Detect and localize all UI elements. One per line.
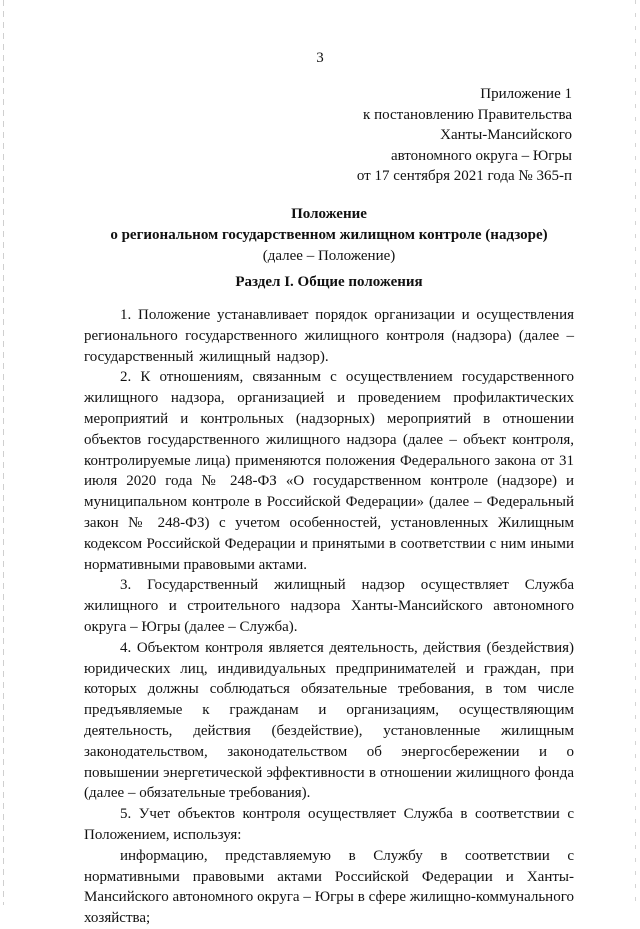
appendix-line: Ханты-Мансийского <box>440 127 572 143</box>
appendix-line: автономного округа – Югры <box>390 147 572 164</box>
appendix-line: к постановлению Правительства <box>363 106 572 123</box>
paragraph-2: 2. К отношениям, связанным с осуществлением государственного жилищного надзора, организацией и проведением профилактических мероприятий и контрольных (надзорных) мероприятий в отношении объектов государственного жилищного надзора (далее – объект контроля, контролируемые лица) применяются положения Федерального закона от 31 июля 2020 года № 248-ФЗ «О государственном контроле (надзоре) и муниципальном контроле в Российской Федерации» (далее – Федеральный закон № 248-ФЗ) с учетом особенностей, установленных Жилищным кодексом Российской Федерации и принятыми в соответствии с ним иными нормативными правовыми актами. <box>84 369 574 573</box>
appendix-line: от 17 сентября 2021 года № 365-п <box>356 168 572 184</box>
paragraph-3: 3. Государственный жилищный надзор осуществляет Служба жилищного и строительного надзора Ханты-Мансийского автономного округа – Югры (далее – Служба). <box>84 577 574 635</box>
title-line: о региональном государственном жилищном контроле (надзоре) <box>110 227 548 243</box>
title-line: Положение <box>291 206 367 222</box>
paragraph-1: 1. Положение устанавливает порядок организации и осуществления регионального государственного жилищного контроля (надзора) (далее – государственный жилищный надзор). <box>84 307 574 365</box>
page-number: 3 <box>316 50 324 66</box>
paragraph-4: 4. Объектом контроля является деятельность, действия (бездействия) юридических лиц, индивидуальных предпринимателей и граждан, при которых должны соблюдаться обязательные требования, в том числе предъявляемые к гражданам и организациям, осуществляющим деятельность, действия (бездействие), установленные жилищным законодательством, законодательством об энергосбережении и о повышении энергетической эффективности в отношении жилищного фонда (далее – обязательные требования). <box>84 639 574 802</box>
document-body <box>84 305 574 929</box>
scan-edge-left <box>3 0 4 905</box>
appendix-line: Приложение 1 <box>480 86 572 102</box>
paragraph-5: 5. Учет объектов контроля осуществляет Служба в соответствии с Положением, используя: <box>84 806 574 843</box>
document-title <box>84 204 574 267</box>
scan-edge-right <box>635 0 636 905</box>
appendix-header <box>357 84 572 187</box>
paragraph-6: информацию, представляемую в Службу в соответствии с нормативными правовыми актами Российской Федерации и Ханты-Мансийского автономного округа – Югры в сфере жилищно-коммунального хозяйства; <box>84 847 574 927</box>
title-subline: (далее – Положение) <box>262 248 396 264</box>
section-heading: Раздел I. Общие положения <box>235 274 423 290</box>
